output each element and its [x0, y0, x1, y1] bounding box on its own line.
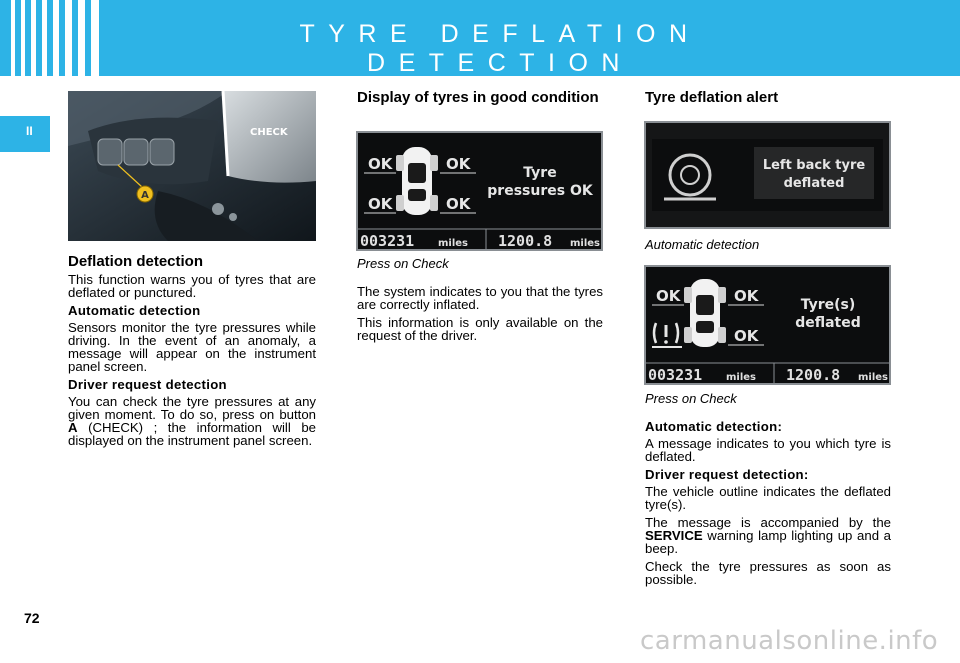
driver-request-text: You can check the tyre pressures at any given moment. To do so, press on button A (CHECK) ; the information will be displayed on the instrument panel screen.	[68, 394, 316, 448]
odometer: 003231	[360, 232, 415, 249]
header-band	[0, 0, 960, 76]
alert-driver-text: The vehicle outline indicates the deflated tyre(s).	[645, 484, 891, 512]
good-condition-text-2: This information is only available on the request of the driver.	[357, 315, 603, 343]
heading-driver-request-2: Driver request detection:	[645, 467, 809, 482]
message-line-1: Tyre	[523, 165, 557, 181]
deflated-odometer: 003231	[648, 366, 703, 383]
deflated-message-line-2: deflated	[795, 315, 861, 331]
deflated-message-line-1: Tyre(s)	[800, 297, 856, 313]
header-stripe	[31, 0, 36, 76]
check-button-photo	[68, 91, 316, 241]
section-tab: II	[0, 116, 50, 152]
ok-rear-right: OK	[446, 195, 471, 213]
display-tyres-deflated	[644, 265, 891, 385]
display-tyres-ok	[356, 131, 603, 251]
header-stripe	[21, 0, 25, 76]
deflated-ok-front-left: OK	[656, 287, 681, 305]
heading-driver-request: Driver request detection	[68, 377, 227, 392]
heading-automatic-detection: Automatic detection	[68, 303, 201, 318]
intro-text: This function warns you of tyres that are deflated or punctured.	[68, 272, 316, 300]
column-good-condition	[357, 90, 603, 109]
column-deflation-detection	[68, 254, 316, 452]
deflated-tyre-warning-icon	[652, 323, 682, 347]
header-stripe	[78, 0, 85, 76]
alert-automatic-text: A message indicates to you which tyre is deflated.	[645, 436, 891, 464]
column-good-condition-text	[357, 257, 603, 347]
automatic-detection-text: Sensors monitor the tyre pressures while driving. In the event of an anomaly, a message will appear on the instrument panel screen.	[68, 320, 316, 374]
callout-a: A	[141, 190, 149, 201]
header-stripe	[91, 0, 99, 76]
header-stripe	[42, 0, 47, 76]
header-stripe	[11, 0, 15, 76]
header-stripe	[53, 0, 59, 76]
page-number: 72	[24, 610, 40, 626]
photo-check-label: CHECK	[250, 127, 288, 138]
watermark: carmanualsonline.info	[640, 626, 939, 656]
caption-automatic-detection: Automatic detection	[645, 237, 760, 252]
ok-front-left: OK	[368, 155, 393, 173]
deflated-trip-unit: miles	[858, 372, 889, 383]
deflated-ok-rear-right: OK	[734, 327, 759, 345]
column-deflation-alert-text	[645, 392, 891, 591]
deflated-odometer-unit: miles	[726, 372, 757, 383]
header-stripe	[65, 0, 72, 76]
alert-message-line-2: deflated	[783, 176, 845, 191]
deflated-trip-meter: 1200.8	[786, 366, 841, 383]
alert-final-text: Check the tyre pressures as soon as possible.	[645, 559, 891, 587]
heading-deflation-alert: Tyre deflation alert	[645, 89, 779, 106]
deflated-ok-front-right: OK	[734, 287, 759, 305]
caption-press-on-check: Press on Check	[357, 256, 449, 271]
caption-press-on-check-2: Press on Check	[645, 391, 737, 406]
trip-meter: 1200.8	[498, 232, 553, 249]
odometer-unit: miles	[438, 238, 469, 249]
message-line-2: pressures OK	[487, 183, 593, 199]
trip-unit: miles	[570, 238, 601, 249]
alert-message-line-1: Left back tyre	[762, 158, 866, 173]
heading-automatic-detection-2: Automatic detection:	[645, 419, 783, 434]
heading-good-condition: Display of tyres in good condition	[357, 89, 599, 106]
alert-service-text: The message is accompanied by the SERVICE warning lamp lighting up and a beep.	[645, 515, 891, 556]
caption-automatic-wrap	[645, 238, 891, 256]
column-deflation-alert	[645, 90, 891, 109]
ok-rear-left: OK	[368, 195, 393, 213]
button-a-ref: A	[68, 420, 78, 435]
ok-front-right: OK	[446, 155, 471, 173]
display-alert-automatic	[644, 121, 891, 229]
page-title: TYRE DEFLATION DETECTION	[299, 20, 701, 77]
heading-deflation-detection: Deflation detection	[68, 253, 204, 270]
good-condition-text-1: The system indicates to you that the tyres are correctly inflated.	[357, 284, 603, 312]
service-lamp-ref: SERVICE	[645, 528, 703, 543]
